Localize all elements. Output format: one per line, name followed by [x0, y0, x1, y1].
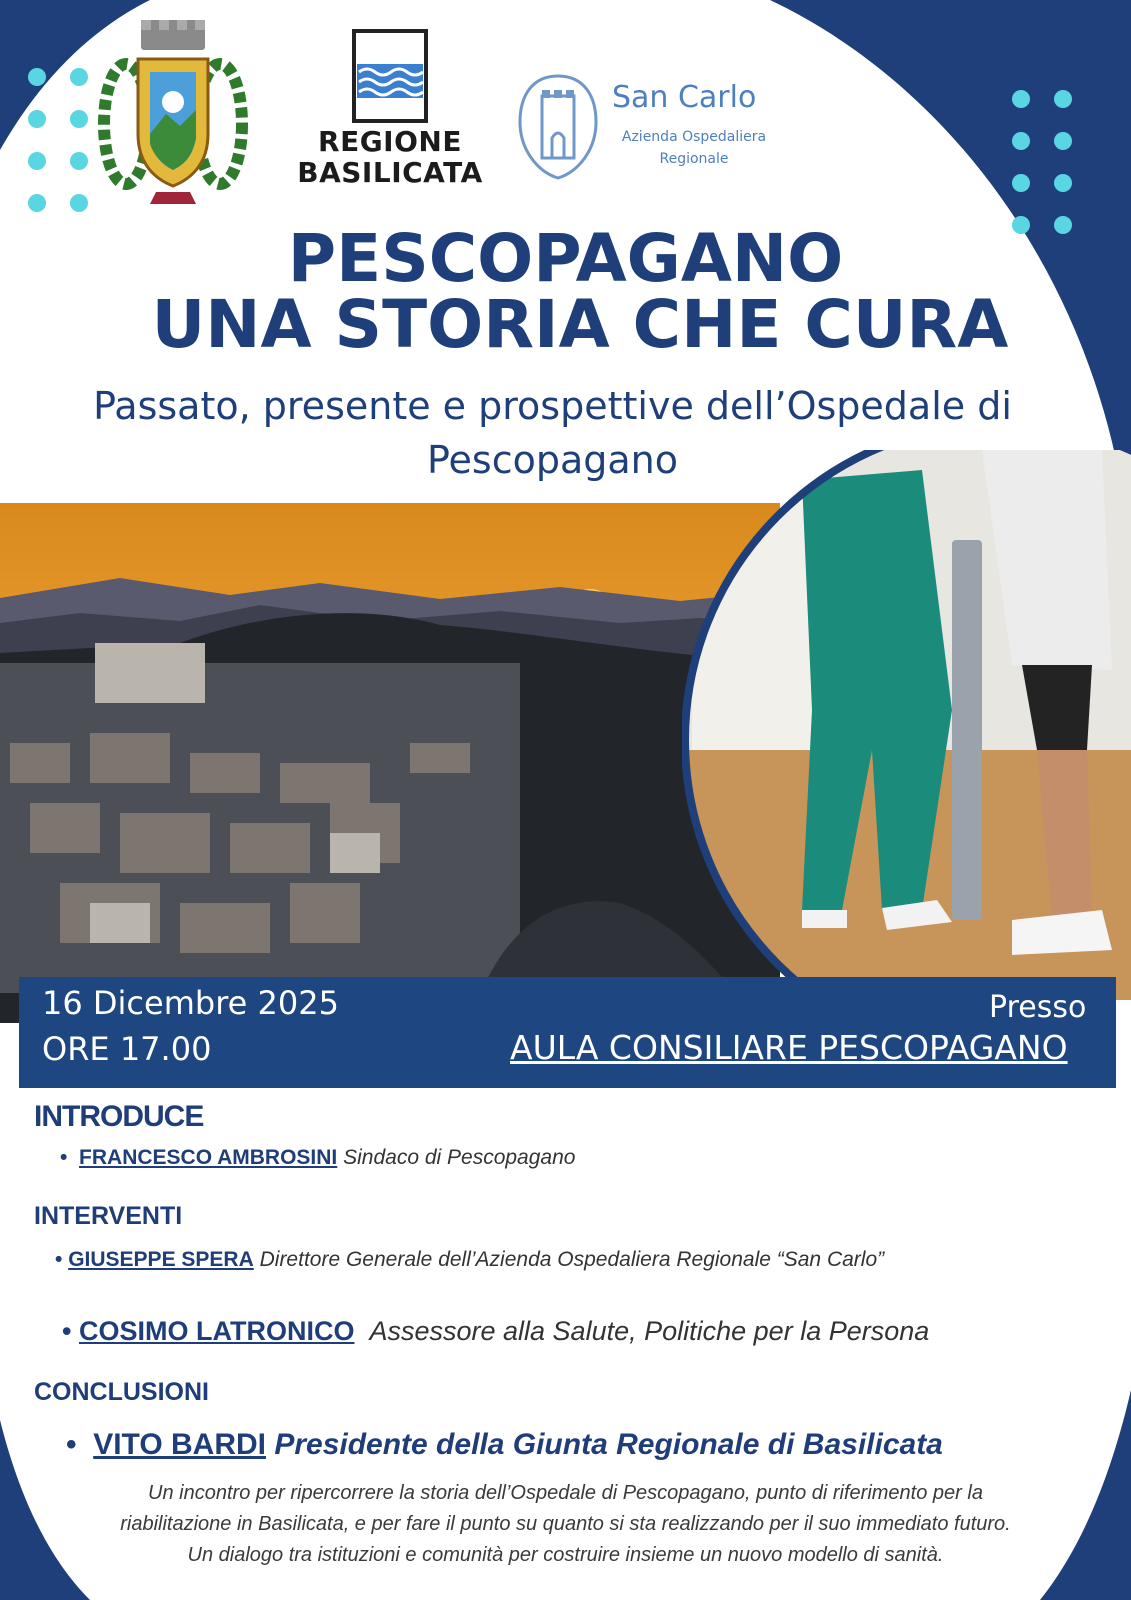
subtitle-line-2: Pescopagano — [426, 438, 679, 482]
speaker-name-latronico: COSIMO LATRONICO — [78, 1316, 355, 1346]
regione-line-2: BASILICATA — [297, 156, 483, 189]
regione-basilicata-text — [290, 126, 490, 188]
san-carlo-sub-line-2: Regionale — [659, 151, 729, 167]
regione-basilicata-emblem — [351, 28, 429, 124]
conclusioni-item — [66, 1428, 943, 1462]
event-description — [0, 1478, 1131, 1571]
san-carlo-sub-line-1: Azienda Ospedaliera — [621, 129, 767, 145]
speaker-name-bardi: VITO BARDI — [93, 1428, 266, 1461]
subtitle-line-1: Passato, presente e prospettive dell’Ospedale di — [93, 384, 1012, 428]
bullet: • — [60, 1146, 68, 1169]
bullet: • — [66, 1428, 77, 1461]
venue-name: AULA CONSILIARE PESCOPAGANO — [510, 1028, 1068, 1067]
speaker-role-spera: Direttore Generale dell’Azienda Ospedaliera Regionale “San Carlo” — [259, 1248, 885, 1271]
introduce-item — [60, 1146, 575, 1170]
intervento-item-1 — [55, 1248, 884, 1272]
regione-line-1: REGIONE — [318, 125, 462, 158]
san-carlo-title: San Carlo — [612, 80, 757, 115]
title-line-1: PESCOPAGANO — [287, 220, 844, 297]
physiotherapy-photo — [682, 450, 1131, 1000]
san-carlo-subtitle — [604, 126, 784, 170]
speaker-role-bardi: Presidente della Giunta Regionale di Basilicata — [274, 1428, 943, 1461]
speaker-name-ambrosini: FRANCESCO AMBROSINI — [79, 1146, 338, 1169]
speaker-role-latronico: Assessore alla Salute, Politiche per la Persona — [369, 1316, 930, 1346]
event-date: 16 Dicembre 2025 — [42, 984, 339, 1022]
intervento-item-2 — [62, 1316, 929, 1347]
event-time: ORE 17.00 — [42, 1030, 212, 1068]
conclusioni-heading: CONCLUSIONI — [34, 1378, 209, 1406]
title-line-2: UNA STORIA CHE CURA — [151, 286, 1009, 363]
bullet: • — [55, 1248, 63, 1271]
speaker-role-ambrosini: Sindaco di Pescopagano — [343, 1146, 576, 1169]
bullet: • — [62, 1316, 72, 1346]
description-line-2: riabilitazione in Basilicata, e per fare il punto su quanto si sta realizzando per il suo immediato futuro. — [120, 1513, 1011, 1535]
description-line-3: Un dialogo tra istituzioni e comunità per costruire insieme un nuovo modello di sanità. — [187, 1544, 944, 1566]
speaker-name-spera: GIUSEPPE SPERA — [68, 1248, 254, 1271]
san-carlo-tower-icon — [516, 72, 600, 182]
coat-of-arms-logo — [96, 14, 250, 208]
venue-presso-label: Presso — [989, 990, 1087, 1025]
town-sunset-photo — [0, 503, 780, 1023]
description-line-1: Un incontro per ripercorrere la storia dell’Ospedale di Pescopagano, punto di riferimento per la — [148, 1482, 983, 1504]
introduce-heading: INTRODUCE — [34, 1100, 204, 1133]
interventi-heading: INTERVENTI — [34, 1202, 183, 1230]
